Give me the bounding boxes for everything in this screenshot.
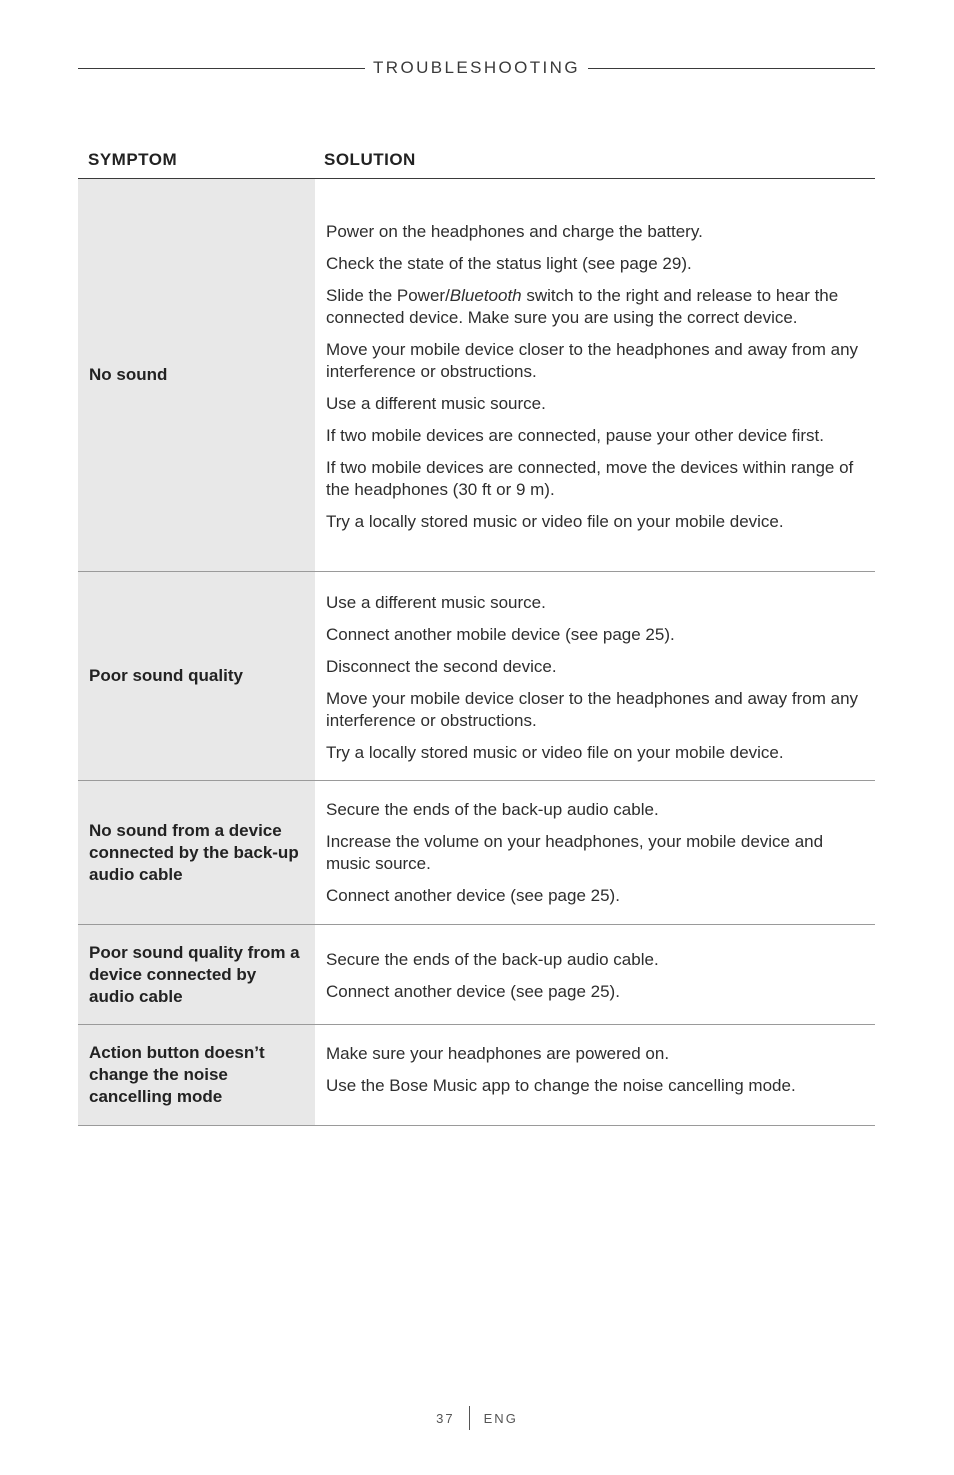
solution-text: Use the Bose Music app to change the noise cancelling mode. bbox=[326, 1076, 796, 1095]
solution-text: Connect another device (see page 25). bbox=[326, 885, 620, 905]
solution-text: Connect another mobile device (see page 25). bbox=[326, 625, 675, 644]
solution-text: Secure the ends of the back-up audio cable. bbox=[326, 949, 659, 969]
header-rule-right bbox=[588, 68, 875, 69]
solution-column-header: SOLUTION bbox=[324, 150, 416, 169]
solution-text: If two mobile devices are connected, pause your other device first. bbox=[326, 426, 824, 445]
footer-separator bbox=[469, 1406, 470, 1430]
solution-text: Use a different music source. bbox=[326, 394, 546, 413]
troubleshooting-table bbox=[78, 146, 875, 1126]
solution-cell bbox=[315, 925, 875, 1024]
solution-text: Try a locally stored music or video file on your mobile device. bbox=[326, 512, 784, 531]
solution-text: Move your mobile device closer to the headphones and away from any interference or obstructions. bbox=[326, 689, 859, 730]
solution-cell bbox=[315, 572, 875, 780]
page-number: 37 bbox=[436, 1410, 455, 1426]
bluetooth-emphasis: Bluetooth bbox=[449, 286, 522, 305]
table-header bbox=[78, 146, 875, 179]
solution-text: Slide the Power/Bluetooth switch to the right and release to hear the connected device. Make sure you are using the correct device. bbox=[326, 286, 839, 327]
table-row bbox=[78, 572, 875, 781]
section-title: TROUBLESHOOTING bbox=[373, 58, 580, 77]
solution-text: Try a locally stored music or video file on your mobile device. bbox=[326, 743, 784, 762]
table-row bbox=[78, 179, 875, 572]
solution-cell bbox=[315, 781, 875, 924]
solution-text: Disconnect the second device. bbox=[326, 657, 557, 676]
solution-text: Connect another device (see page 25). bbox=[326, 981, 620, 1001]
solution-text: Secure the ends of the back-up audio cable. bbox=[326, 799, 659, 819]
solution-text: Increase the volume on your headphones, your mobile device and music source. bbox=[326, 831, 824, 873]
solution-text: Power on the headphones and charge the battery. bbox=[326, 222, 703, 241]
solution-cell bbox=[315, 179, 875, 571]
solution-text: Use a different music source. bbox=[326, 593, 546, 612]
solution-cell bbox=[315, 1025, 875, 1125]
solution-text: Make sure your headphones are powered on. bbox=[326, 1044, 670, 1063]
table-row bbox=[78, 925, 875, 1025]
header-rule-left bbox=[78, 68, 365, 69]
section-header bbox=[78, 56, 875, 80]
symptom-cell: No sound from a device connected by the back-up audio cable bbox=[78, 781, 315, 924]
page-footer bbox=[0, 1406, 954, 1430]
table-row bbox=[78, 781, 875, 925]
language-label: ENG bbox=[483, 1410, 518, 1426]
solution-text: If two mobile devices are connected, move the devices within range of the headphones (30 ft or 9 m). bbox=[326, 458, 854, 499]
symptom-cell: Action button doesn’t change the noise cancelling mode bbox=[78, 1025, 315, 1125]
table-row bbox=[78, 1025, 875, 1126]
symptom-cell: Poor sound quality from a device connected by audio cable bbox=[78, 925, 315, 1024]
solution-text: Move your mobile device closer to the headphones and away from any interference or obstructions. bbox=[326, 340, 859, 381]
symptom-cell: No sound bbox=[78, 179, 315, 571]
symptom-column-header: SYMPTOM bbox=[88, 150, 178, 169]
symptom-cell: Poor sound quality bbox=[78, 572, 315, 780]
solution-text: Check the state of the status light (see page 29). bbox=[326, 254, 692, 273]
